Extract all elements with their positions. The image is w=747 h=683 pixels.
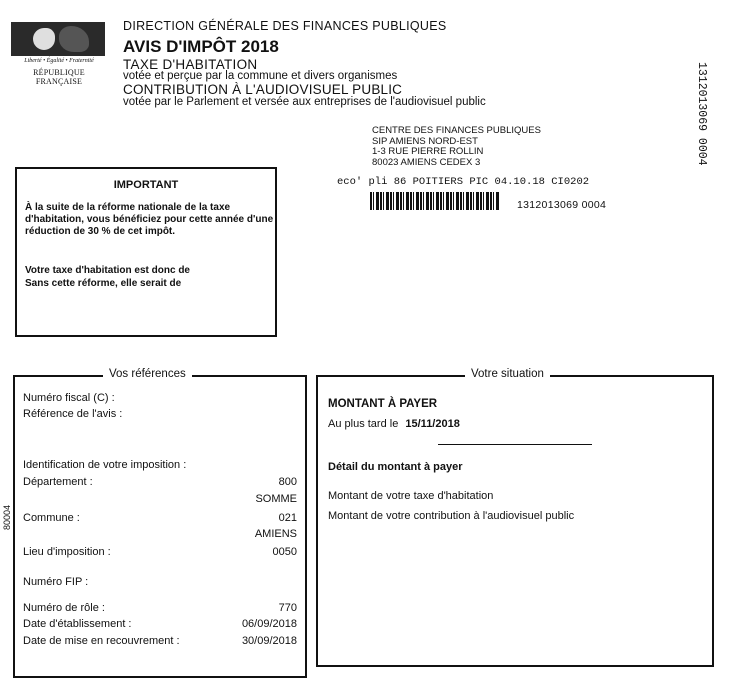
commune-code: 021 [278, 512, 297, 524]
important-amounts [25, 265, 275, 290]
numero-fiscal-label: Numéro fiscal (C) : [23, 392, 115, 404]
departement-label: Département : [23, 476, 93, 488]
etablissement-label: Date d'établissement : [23, 618, 132, 630]
taxe-amount-label: Montant de votre taxe d'habitation [328, 490, 494, 502]
commune-label: Commune : [23, 512, 80, 524]
centre-line: SIP AMIENS NORD-EST [372, 135, 478, 147]
centre-line: CENTRE DES FINANCES PUBLIQUES [372, 125, 541, 136]
reference-avis-label: Référence de l'avis : [23, 408, 123, 420]
contribution-subtitle: votée par le Parlement et versée aux entreprises de l'audiovisuel public [123, 96, 486, 108]
tax-type: TAXE D'HABITATION [123, 57, 258, 72]
deadline [328, 418, 460, 430]
without-reform-line: Sans cette réforme, elle serait de [25, 277, 182, 289]
contribution-type: CONTRIBUTION À L'AUDIOVISUEL PUBLIC [123, 82, 403, 97]
direction-title: DIRECTION GÉNÉRALE DES FINANCES PUBLIQUES [123, 19, 447, 33]
lieu-label: Lieu d'imposition : [23, 546, 111, 558]
recouvrement-value: 30/09/2018 [241, 635, 297, 647]
lieu-value: 0050 [272, 546, 297, 558]
side-code: 80004 [2, 504, 12, 530]
situation-legend: Votre situation [465, 368, 550, 380]
commune-name: AMIENS [254, 528, 297, 540]
etablissement-value: 06/09/2018 [241, 618, 297, 630]
barcode-number: 1312013069 0004 [517, 199, 607, 211]
postal-line: eco' pli 86 POITIERS PIC 04.10.18 CI0202 [337, 176, 590, 188]
deadline-label: Au plus tard le [328, 418, 399, 430]
centre-line: 80023 AMIENS CEDEX 3 [372, 156, 481, 168]
important-box [15, 167, 277, 337]
logo-motto: Liberté • Égalité • Fraternité [24, 58, 94, 64]
identification-label: Identification de votre imposition : [23, 459, 187, 471]
audiovisuel-amount-label: Montant de votre contribution à l'audiovisuel public [328, 510, 575, 522]
deadline-date: 15/11/2018 [405, 418, 460, 430]
important-text: À la suite de la réforme nationale de la taxe d'habitation, vous bénéficiez pour cette année d'une réduction de 30 % de cet impôt. [25, 202, 274, 237]
references-box [13, 368, 307, 678]
recouvrement-label: Date de mise en recouvrement : [23, 635, 180, 647]
departement-code: 800 [278, 476, 297, 488]
role-value: 770 [278, 602, 297, 614]
important-title: IMPORTANT [113, 179, 179, 191]
tax-subtitle: votée et perçue par la commune et divers organismes [123, 70, 398, 82]
detail-title: Détail du montant à payer [328, 461, 463, 473]
divider [438, 444, 592, 445]
references-legend: Vos références [103, 368, 192, 380]
fip-label: Numéro FIP : [23, 576, 89, 588]
barcode [370, 192, 500, 210]
taxe-amount-line: Votre taxe d'habitation est donc de [25, 265, 190, 276]
situation-box [316, 368, 714, 667]
page-title: AVIS D'IMPÔT 2018 [123, 37, 279, 56]
role-label: Numéro de rôle : [23, 602, 105, 614]
montant-title: MONTANT À PAYER [328, 398, 438, 410]
republique-logo [11, 22, 107, 84]
departement-name: SOMME [255, 493, 297, 505]
centre-address [372, 126, 541, 168]
centre-line: 1-3 RUE PIERRE ROLLIN [372, 146, 484, 157]
logo-republic: RÉPUBLIQUE FRANÇAISE [33, 68, 85, 86]
marianne-emblem [11, 22, 105, 56]
vertical-reference-code: 1312013069 0004 [695, 62, 708, 166]
